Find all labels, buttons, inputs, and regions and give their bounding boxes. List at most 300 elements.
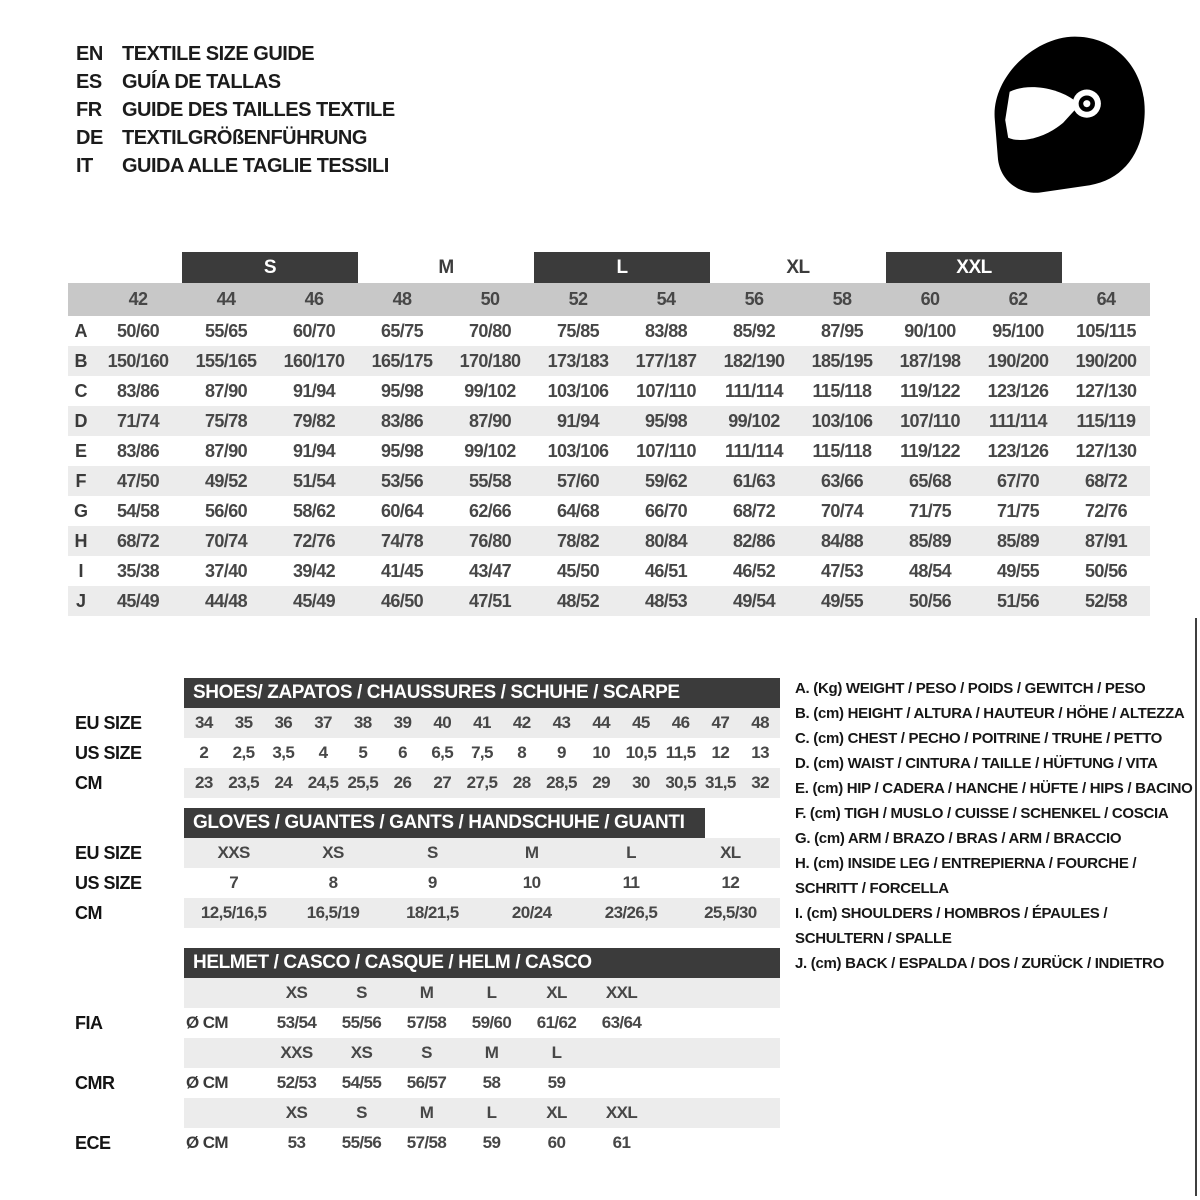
size-cell: 35 bbox=[234, 713, 253, 732]
size-cell: 48/54 bbox=[908, 560, 952, 581]
size-cell: 49/52 bbox=[204, 470, 248, 491]
column-header: 54 bbox=[656, 289, 676, 309]
size-cell: 71/75 bbox=[996, 500, 1040, 521]
helmet-size-header: XS bbox=[285, 983, 308, 1002]
size-cell: 83/86 bbox=[380, 410, 424, 431]
legend-item: D. (cm) WAIST / CINTURA / TAILLE / HÜFTUNG / VITA bbox=[795, 755, 1158, 772]
size-cell: 70/74 bbox=[204, 530, 248, 551]
size-row bbox=[75, 738, 780, 768]
size-cell: 39 bbox=[393, 713, 412, 732]
size-cell: 25,5 bbox=[347, 773, 379, 792]
column-header: 62 bbox=[1008, 289, 1028, 309]
size-cell: 150/160 bbox=[107, 350, 169, 371]
legend-item: I. (cm) SHOULDERS / HOMBROS / ÉPAULES / SCHULTERN / SPALLE bbox=[795, 905, 1108, 947]
size-cell: 59 bbox=[482, 1133, 501, 1152]
helmet-size-header: XXL bbox=[605, 1103, 638, 1122]
size-cell: 60 bbox=[547, 1133, 566, 1152]
size-row-label: US SIZE bbox=[75, 742, 142, 763]
size-cell: 29 bbox=[592, 773, 611, 792]
size-cell: 46/52 bbox=[732, 560, 776, 581]
size-cell: 20/24 bbox=[511, 903, 552, 922]
helmet-value-row bbox=[75, 1068, 780, 1098]
size-cell: 119/122 bbox=[900, 380, 960, 401]
size-cell: 111/114 bbox=[725, 440, 783, 461]
size-cell: 91/94 bbox=[292, 380, 336, 401]
size-cell: 30 bbox=[632, 773, 650, 792]
legend-item: G. (cm) ARM / BRAZO / BRAS / ARM / BRACCIO bbox=[795, 830, 1122, 847]
size-cell: 95/98 bbox=[380, 440, 424, 461]
size-row-band bbox=[184, 738, 780, 768]
size-cell: 95/98 bbox=[380, 380, 424, 401]
size-row-label: CM bbox=[75, 772, 102, 793]
helmet-size-header: M bbox=[484, 1043, 499, 1062]
size-cell: 25,5/30 bbox=[704, 903, 757, 922]
size-cell: 55/58 bbox=[468, 470, 512, 491]
size-row-band bbox=[184, 768, 780, 798]
size-cell: 38 bbox=[353, 713, 372, 732]
helmet-value-band bbox=[184, 1068, 780, 1098]
size-cell: 177/187 bbox=[635, 350, 697, 371]
size-cell: 45/49 bbox=[116, 590, 160, 611]
table-row bbox=[68, 436, 1150, 466]
size-cell: 27,5 bbox=[466, 773, 498, 792]
size-cell: XS bbox=[322, 843, 344, 862]
helmet-value-row bbox=[75, 1008, 780, 1038]
size-cell: 119/122 bbox=[900, 440, 960, 461]
size-cell: 26 bbox=[393, 773, 412, 792]
helmet-size-header: M bbox=[419, 983, 434, 1002]
size-cell: 165/175 bbox=[371, 350, 433, 371]
size-cell: S bbox=[426, 843, 438, 862]
column-header: 56 bbox=[744, 289, 764, 309]
size-cell: 60/70 bbox=[292, 320, 336, 341]
size-cell: 4 bbox=[318, 743, 328, 762]
language-title: GUIDA ALLE TAGLIE TESSILI bbox=[122, 154, 389, 177]
language-code: IT bbox=[76, 154, 93, 177]
size-cell: 182/190 bbox=[723, 350, 785, 371]
size-cell: 155/165 bbox=[195, 350, 257, 371]
size-cell: 79/82 bbox=[292, 410, 336, 431]
size-row-label bbox=[75, 978, 184, 1008]
size-cell: 57/58 bbox=[406, 1133, 447, 1152]
row-label: E bbox=[74, 440, 87, 461]
size-cell: 123/126 bbox=[987, 440, 1049, 461]
size-cell: 99/102 bbox=[464, 380, 516, 401]
language-title: GUÍA DE TALLAS bbox=[122, 70, 281, 93]
size-cell: 37 bbox=[314, 713, 332, 732]
size-cell: 71/74 bbox=[116, 410, 160, 431]
size-cell: 50/56 bbox=[908, 590, 952, 611]
size-cell: 13 bbox=[751, 743, 769, 762]
row-label: F bbox=[75, 470, 87, 491]
size-cell: 105/115 bbox=[1076, 320, 1136, 341]
gloves-section-bar bbox=[184, 808, 705, 838]
size-cell: 49/55 bbox=[820, 590, 864, 611]
size-cell: 23,5 bbox=[228, 773, 259, 792]
size-row-label: US SIZE bbox=[75, 872, 142, 893]
size-row-label: EU SIZE bbox=[75, 712, 142, 733]
size-cell: 91/94 bbox=[292, 440, 336, 461]
column-header: 44 bbox=[216, 289, 236, 309]
helmet-section bbox=[75, 948, 780, 1158]
size-cell: 50/56 bbox=[1084, 560, 1128, 581]
size-row-label bbox=[75, 1038, 184, 1068]
size-cell: 54/55 bbox=[341, 1073, 382, 1092]
racing-helmet-icon bbox=[980, 26, 1158, 208]
size-cell: 187/198 bbox=[899, 350, 961, 371]
size-cell: 30,5 bbox=[665, 773, 696, 792]
size-cell: 45/49 bbox=[292, 590, 336, 611]
size-cell: 61/62 bbox=[536, 1013, 577, 1032]
size-cell: 10 bbox=[522, 873, 541, 892]
size-row-band bbox=[184, 898, 780, 928]
size-cell: 12 bbox=[721, 873, 740, 892]
size-cell: 111/114 bbox=[725, 380, 783, 401]
size-cell: 3,5 bbox=[272, 743, 295, 762]
size-cell: 59 bbox=[547, 1073, 566, 1092]
size-cell: 57/60 bbox=[556, 470, 600, 491]
size-cell: XL bbox=[720, 843, 741, 862]
gloves-section bbox=[75, 808, 780, 928]
textile-size-table bbox=[68, 252, 1150, 616]
size-cell: 2 bbox=[199, 743, 209, 762]
size-cell: 127/130 bbox=[1075, 440, 1137, 461]
size-cell: 95/100 bbox=[992, 320, 1044, 341]
language-row bbox=[76, 40, 395, 68]
size-cell: 65/68 bbox=[908, 470, 952, 491]
size-cell: 115/118 bbox=[812, 440, 872, 461]
size-cell: M bbox=[524, 843, 539, 862]
size-cell: 54/58 bbox=[116, 500, 160, 521]
size-cell: 55/65 bbox=[204, 320, 248, 341]
helmet-sizes-band bbox=[184, 978, 780, 1008]
size-cell: 8 bbox=[517, 743, 527, 762]
language-row bbox=[76, 68, 395, 96]
shoes-section-bar bbox=[184, 678, 780, 708]
size-cell: 39/42 bbox=[292, 560, 336, 581]
size-cell: 53/56 bbox=[380, 470, 424, 491]
size-cell: 66/70 bbox=[644, 500, 688, 521]
size-cell: 87/95 bbox=[820, 320, 864, 341]
legend-item: B. (cm) HEIGHT / ALTURA / HAUTEUR / HÖHE / ALTEZZA bbox=[795, 705, 1185, 722]
table-row bbox=[68, 586, 1150, 616]
legend-item: J. (cm) BACK / ESPALDA / DOS / ZURÜCK / INDIETRO bbox=[795, 955, 1164, 972]
size-cell: 185/195 bbox=[811, 350, 873, 371]
size-cell: 34 bbox=[195, 713, 213, 732]
size-cell: 27 bbox=[433, 773, 452, 792]
size-cell: 91/94 bbox=[556, 410, 600, 431]
size-cell: 85/92 bbox=[732, 320, 776, 341]
size-cell: 49/54 bbox=[732, 590, 776, 611]
helmet-size-header: S bbox=[356, 983, 367, 1002]
helmet-size-header: M bbox=[419, 1103, 434, 1122]
language-row bbox=[76, 124, 395, 152]
helmet-value-band bbox=[184, 1128, 780, 1158]
size-cell: 115/119 bbox=[1076, 410, 1136, 431]
size-row bbox=[75, 838, 780, 868]
size-cell: 48/52 bbox=[556, 590, 600, 611]
size-cell: 31,5 bbox=[705, 773, 736, 792]
shoes-section bbox=[75, 678, 780, 798]
size-cell: 64/68 bbox=[556, 500, 600, 521]
size-cell: 2,5 bbox=[232, 743, 255, 762]
size-cell: 16,5/19 bbox=[306, 903, 360, 922]
size-cell: 111/114 bbox=[989, 410, 1047, 431]
size-cell: 115/118 bbox=[812, 380, 872, 401]
language-code: FR bbox=[76, 98, 102, 121]
helmet-unit-label: Ø CM bbox=[186, 1133, 228, 1152]
size-cell: 103/106 bbox=[547, 380, 609, 401]
size-cell: 85/89 bbox=[996, 530, 1040, 551]
column-header: 50 bbox=[480, 289, 500, 309]
size-cell: 41/45 bbox=[380, 560, 424, 581]
legend-item: C. (cm) CHEST / PECHO / POITRINE / TRUHE / PETTO bbox=[795, 730, 1163, 747]
size-cell: 83/88 bbox=[644, 320, 688, 341]
size-group-M: M bbox=[438, 256, 454, 278]
gloves-title: GLOVES / GUANTES / GANTS / HANDSCHUHE / GUANTI bbox=[193, 812, 685, 833]
size-cell: 68/72 bbox=[116, 530, 160, 551]
helmet-size-header: L bbox=[551, 1043, 562, 1062]
size-cell: 70/74 bbox=[820, 500, 864, 521]
table-row bbox=[68, 346, 1150, 376]
size-cell: 44/48 bbox=[204, 590, 248, 611]
column-header: 52 bbox=[568, 289, 588, 309]
size-cell: 55/56 bbox=[341, 1013, 382, 1032]
helmet-size-header: XS bbox=[285, 1103, 308, 1122]
size-cell: 75/78 bbox=[204, 410, 248, 431]
size-cell: 48 bbox=[751, 713, 769, 732]
size-cell: 99/102 bbox=[728, 410, 780, 431]
size-cell: 40 bbox=[433, 713, 452, 732]
size-cell: 74/78 bbox=[380, 530, 424, 551]
size-cell: 87/90 bbox=[468, 410, 512, 431]
size-cell: 9 bbox=[427, 873, 437, 892]
table-row bbox=[68, 406, 1150, 436]
size-cell: 53/54 bbox=[276, 1013, 317, 1032]
helmet-size-header: L bbox=[486, 983, 497, 1002]
helmet-size-header: L bbox=[486, 1103, 497, 1122]
size-row bbox=[75, 708, 780, 738]
helmet-size-header: XL bbox=[546, 983, 567, 1002]
size-cell: 78/82 bbox=[556, 530, 600, 551]
row-label: J bbox=[75, 590, 86, 611]
size-cell: 63/64 bbox=[601, 1013, 642, 1032]
size-cell: 58 bbox=[482, 1073, 501, 1092]
size-cell: 67/70 bbox=[996, 470, 1040, 491]
legend-item: E. (cm) HIP / CADERA / HANCHE / HÜFTE / HIPS / BACINO bbox=[795, 780, 1193, 797]
column-header-band bbox=[68, 283, 1150, 316]
size-cell: 10,5 bbox=[625, 743, 657, 762]
size-cell: 62/66 bbox=[468, 500, 512, 521]
size-cell: 46/50 bbox=[380, 590, 424, 611]
size-cell: 51/56 bbox=[996, 590, 1040, 611]
size-row-label: EU SIZE bbox=[75, 842, 142, 863]
size-cell: 83/86 bbox=[116, 380, 160, 401]
size-cell: 72/76 bbox=[1084, 500, 1128, 521]
size-cell: 23/26,5 bbox=[604, 903, 658, 922]
size-cell: 76/80 bbox=[468, 530, 512, 551]
column-header: 60 bbox=[920, 289, 940, 309]
helmet-sizes-band bbox=[184, 1098, 780, 1128]
size-cell: 72/76 bbox=[292, 530, 336, 551]
size-cell: 32 bbox=[751, 773, 769, 792]
size-cell: 18/21,5 bbox=[406, 903, 459, 922]
textile-rows bbox=[68, 316, 1150, 616]
size-cell: 12,5/16,5 bbox=[200, 903, 267, 922]
size-cell: 50/60 bbox=[116, 320, 160, 341]
size-cell: 56/60 bbox=[204, 500, 248, 521]
size-row-label: CM bbox=[75, 902, 102, 923]
helmet-value-row bbox=[75, 1128, 780, 1158]
size-cell: 55/56 bbox=[341, 1133, 382, 1152]
size-cell: 44 bbox=[592, 713, 611, 732]
size-cell: 107/110 bbox=[636, 440, 696, 461]
size-row-label bbox=[75, 1098, 184, 1128]
language-code: EN bbox=[76, 42, 103, 65]
size-cell: 56/57 bbox=[406, 1073, 447, 1092]
size-cell: 42 bbox=[512, 713, 531, 732]
shoes-title: SHOES/ ZAPATOS / CHAUSSURES / SCHUHE / SCARPE bbox=[193, 682, 680, 703]
size-cell: 28,5 bbox=[546, 773, 577, 792]
language-list bbox=[76, 40, 395, 180]
helmet-size-header: XS bbox=[350, 1043, 373, 1062]
table-row bbox=[68, 526, 1150, 556]
size-cell: 45/50 bbox=[556, 560, 600, 581]
row-label: A bbox=[74, 320, 88, 341]
size-cell: 65/75 bbox=[380, 320, 424, 341]
size-cell: 107/110 bbox=[900, 410, 960, 431]
size-group-row bbox=[68, 252, 1150, 283]
size-cell: 45 bbox=[632, 713, 650, 732]
row-label: H bbox=[74, 530, 88, 551]
table-row bbox=[68, 376, 1150, 406]
size-cell: 60/64 bbox=[380, 500, 424, 521]
size-cell: 47/53 bbox=[820, 560, 864, 581]
row-label: B bbox=[74, 350, 88, 371]
language-row bbox=[76, 152, 395, 180]
table-row bbox=[68, 316, 1150, 346]
size-cell: 11 bbox=[622, 873, 640, 892]
size-cell: 24 bbox=[274, 773, 293, 792]
measurement-legend bbox=[795, 676, 1195, 976]
row-label: C bbox=[74, 380, 88, 401]
size-cell: 8 bbox=[328, 873, 338, 892]
size-group-S: S bbox=[182, 252, 358, 283]
size-cell: 43/47 bbox=[468, 560, 512, 581]
helmet-standard-label: CMR bbox=[75, 1072, 115, 1093]
size-cell: 52/53 bbox=[276, 1073, 317, 1092]
gloves-rows bbox=[75, 838, 780, 928]
table-row bbox=[68, 556, 1150, 586]
size-cell: 23 bbox=[195, 773, 213, 792]
size-cell: 28 bbox=[512, 773, 531, 792]
size-cell: 59/62 bbox=[644, 470, 688, 491]
size-cell: 36 bbox=[274, 713, 293, 732]
size-cell: 47/50 bbox=[116, 470, 160, 491]
size-cell: 57/58 bbox=[406, 1013, 447, 1032]
size-cell: 71/75 bbox=[908, 500, 952, 521]
size-cell: 37/40 bbox=[204, 560, 248, 581]
size-cell: 68/72 bbox=[732, 500, 776, 521]
size-cell: 90/100 bbox=[904, 320, 956, 341]
helmet-unit-label: Ø CM bbox=[186, 1073, 228, 1092]
helmet-value-band bbox=[184, 1008, 780, 1038]
size-cell: 7 bbox=[229, 873, 239, 892]
legend-item: H. (cm) INSIDE LEG / ENTREPIERNA / FOURCHE / SCHRITT / FORCELLA bbox=[795, 855, 1137, 897]
language-code: DE bbox=[76, 126, 103, 149]
size-cell: 59/60 bbox=[471, 1013, 512, 1032]
table-row bbox=[68, 466, 1150, 496]
language-row bbox=[76, 96, 395, 124]
size-cell: 95/98 bbox=[644, 410, 688, 431]
size-cell: 10 bbox=[592, 743, 611, 762]
row-label: D bbox=[74, 410, 88, 431]
size-row bbox=[75, 868, 780, 898]
size-cell: 80/84 bbox=[644, 530, 688, 551]
language-title: TEXTILGRÖßENFÜHRUNG bbox=[122, 126, 367, 149]
size-cell: 9 bbox=[557, 743, 566, 762]
size-cell: 70/80 bbox=[468, 320, 512, 341]
size-row-band bbox=[184, 838, 780, 868]
size-cell: 87/91 bbox=[1084, 530, 1128, 551]
size-cell: L bbox=[626, 843, 636, 862]
shoes-rows bbox=[75, 708, 780, 798]
legend-item: A. (Kg) WEIGHT / PESO / POIDS / GEWITCH / PESO bbox=[795, 680, 1146, 697]
size-row-band bbox=[184, 708, 780, 738]
size-cell: 47 bbox=[711, 713, 730, 732]
size-cell: 123/126 bbox=[987, 380, 1049, 401]
size-cell: 58/62 bbox=[292, 500, 336, 521]
size-cell: 35/38 bbox=[116, 560, 160, 581]
size-cell: 75/85 bbox=[556, 320, 600, 341]
size-cell: 103/106 bbox=[811, 410, 873, 431]
helmet-sizes-row bbox=[75, 1098, 780, 1128]
column-header: 48 bbox=[392, 289, 412, 309]
size-cell: 61/63 bbox=[732, 470, 776, 491]
legend-item: F. (cm) TIGH / MUSLO / CUISSE / SCHENKEL / COSCIA bbox=[795, 805, 1169, 822]
size-cell: 99/102 bbox=[464, 440, 516, 461]
helmet-size-header: XXS bbox=[280, 1043, 313, 1062]
racing-helmet-graphic bbox=[980, 26, 1158, 208]
column-header: 46 bbox=[304, 289, 324, 309]
size-group-L: L bbox=[534, 252, 710, 283]
language-title: GUIDE DES TAILLES TEXTILE bbox=[122, 98, 395, 121]
size-cell: 49/55 bbox=[996, 560, 1040, 581]
language-title: TEXTILE SIZE GUIDE bbox=[122, 42, 315, 65]
size-cell: 6,5 bbox=[431, 743, 454, 762]
helmet-sizes-band bbox=[184, 1038, 780, 1068]
helmet-title: HELMET / CASCO / CASQUE / HELM / CASCO bbox=[193, 952, 592, 973]
size-cell: 103/106 bbox=[547, 440, 609, 461]
table-row bbox=[68, 496, 1150, 526]
size-cell: 43 bbox=[552, 713, 571, 732]
size-cell: 84/88 bbox=[820, 530, 864, 551]
helmet-size-header: S bbox=[421, 1043, 432, 1062]
size-cell: 5 bbox=[358, 743, 368, 762]
helmet-sizes-row bbox=[75, 978, 780, 1008]
size-cell: 170/180 bbox=[459, 350, 521, 371]
size-cell: 87/90 bbox=[204, 380, 248, 401]
size-cell: 87/90 bbox=[204, 440, 248, 461]
size-cell: 68/72 bbox=[1084, 470, 1128, 491]
size-cell: 41 bbox=[473, 713, 491, 732]
row-label: G bbox=[73, 500, 88, 521]
size-cell: 190/200 bbox=[1075, 350, 1137, 371]
size-cell: 48/53 bbox=[644, 590, 688, 611]
column-header: 64 bbox=[1096, 289, 1116, 309]
helmet-rows bbox=[75, 978, 780, 1158]
size-cell: 190/200 bbox=[987, 350, 1049, 371]
